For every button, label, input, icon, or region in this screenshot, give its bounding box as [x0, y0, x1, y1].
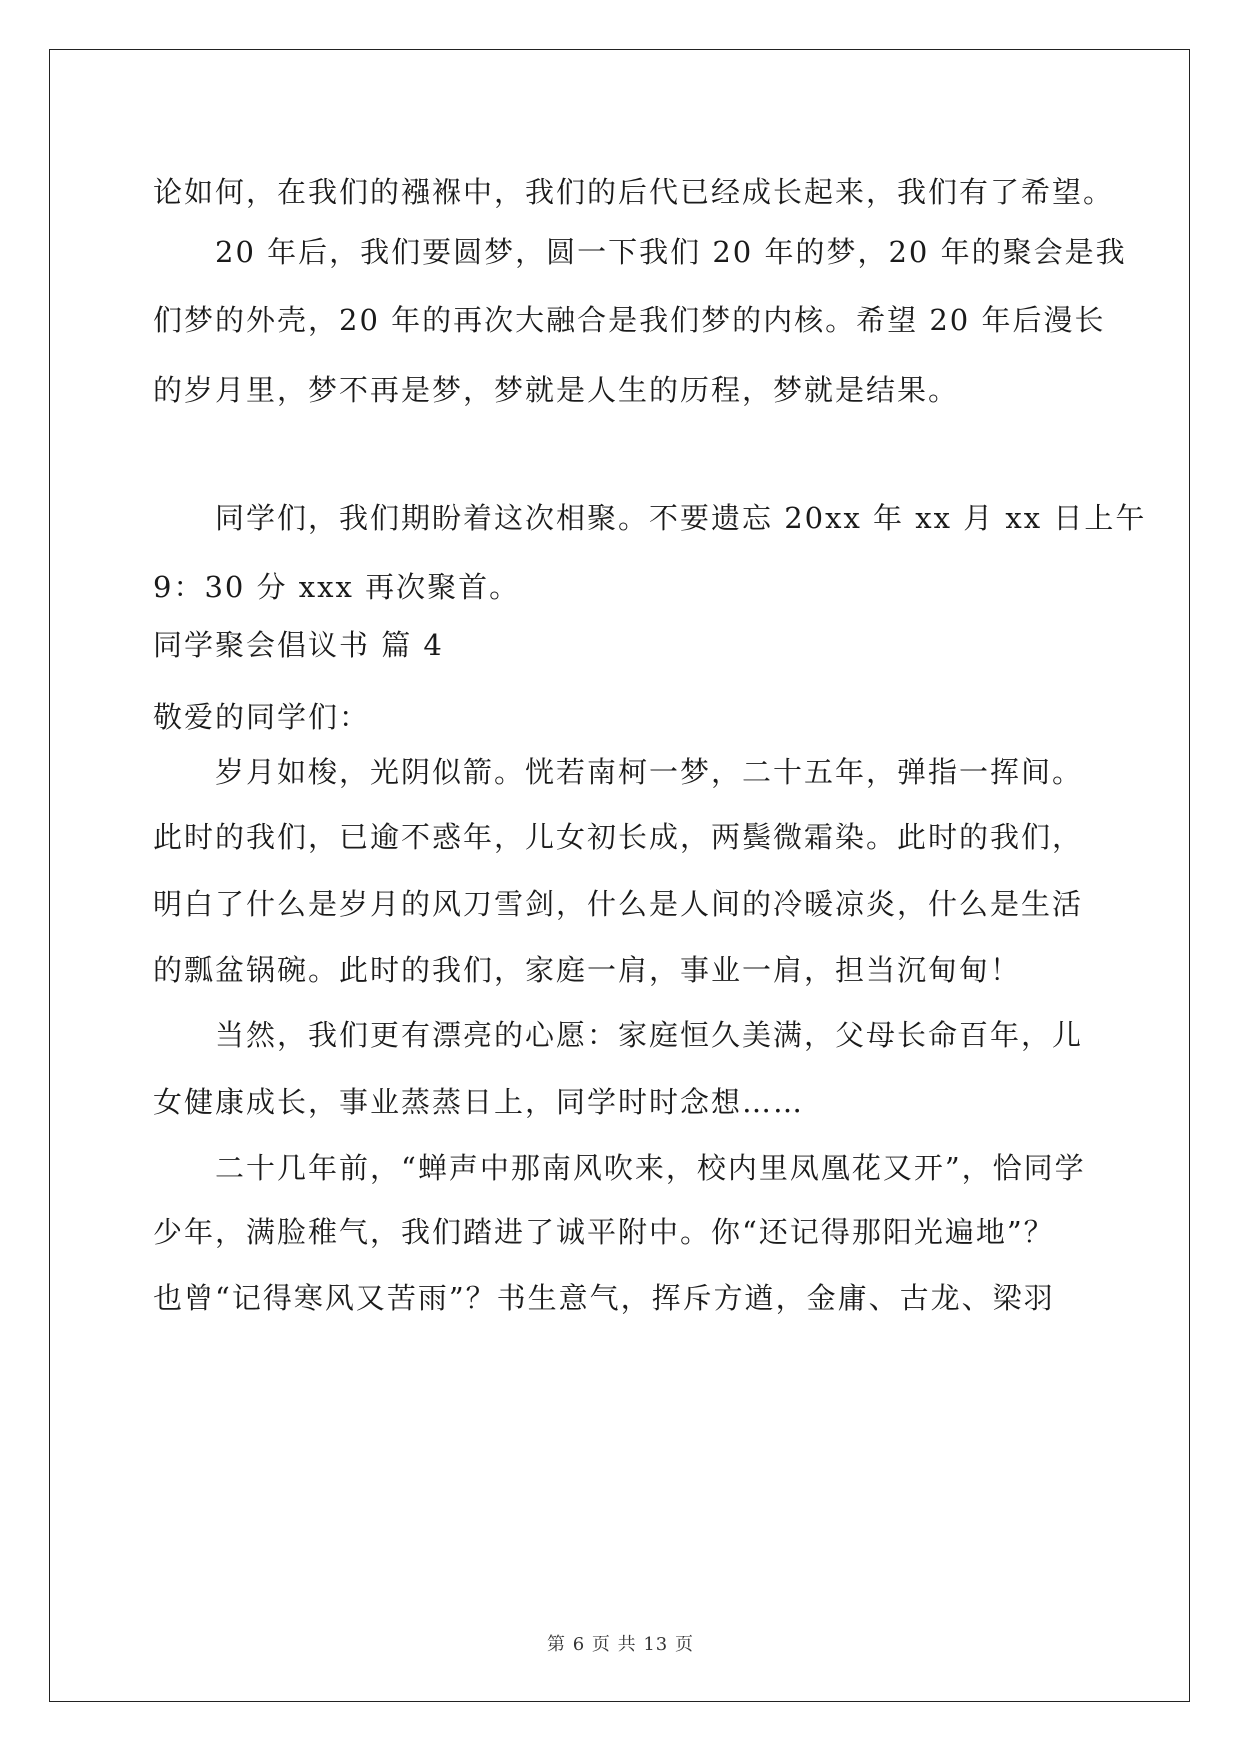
paragraph-line: 们梦的外壳，20 年的再次大融合是我们梦的内核。希望 20 年后漫长: [153, 303, 1106, 337]
page-number-footer: 第 6 页 共 13 页: [547, 1634, 694, 1655]
paragraph-line: 当然，我们更有漂亮的心愿：家庭恒久美满，父母长命百年，儿: [215, 1018, 1084, 1052]
paragraph-line: 同学们，我们期盼着这次相聚。不要遗忘 20xx 年 xx 月 xx 日上午: [215, 501, 1147, 535]
paragraph-line: 也曾“记得寒风又苦雨”？书生意气，挥斥方遒，金庸、古龙、梁羽: [153, 1281, 1055, 1315]
paragraph-line: 岁月如梭，光阴似箭。恍若南柯一梦，二十五年，弹指一挥间。: [215, 755, 1084, 789]
paragraph-line: 此时的我们，已逾不惑年，儿女初长成，两鬓微霜染。此时的我们，: [153, 820, 1084, 854]
paragraph-line: 女健康成长，事业蒸蒸日上，同学时时念想……: [153, 1085, 805, 1119]
paragraph-line: 二十几年前，“蝉声中那南风吹来，校内里凤凰花又开”，恰同学: [215, 1151, 1086, 1185]
paragraph-line: 的岁月里，梦不再是梦，梦就是人生的历程，梦就是结果。: [153, 373, 960, 407]
paragraph-line: 9：30 分 xxx 再次聚首。: [153, 570, 521, 604]
paragraph-line: 论如何，在我们的襁褓中，我们的后代已经成长起来，我们有了希望。: [153, 175, 1115, 209]
paragraph-line: 的瓢盆锅碗。此时的我们，家庭一肩，事业一肩，担当沉甸甸！: [153, 953, 1022, 987]
paragraph-line: 明白了什么是岁月的风刀雪剑，什么是人间的冷暖凉炎，什么是生活: [153, 887, 1084, 921]
section-heading: 同学聚会倡议书 篇 4: [153, 628, 444, 662]
paragraph-line: 少年，满脸稚气，我们踏进了诚平附中。你“还记得那阳光遍地”？: [153, 1215, 1055, 1249]
page-border: [49, 49, 1190, 1702]
salutation: 敬爱的同学们：: [153, 700, 371, 734]
paragraph-line: 20 年后，我们要圆梦，圆一下我们 20 年的梦，20 年的聚会是我: [215, 235, 1127, 269]
